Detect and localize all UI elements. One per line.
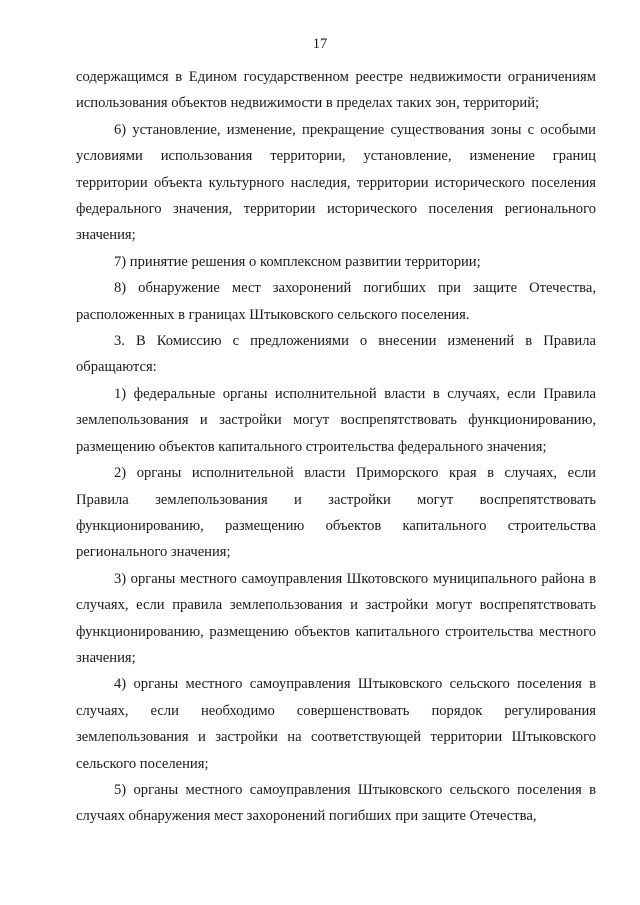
document-body [76, 64, 596, 830]
paragraph-subitem-5: 5) органы местного самоуправления Штыковского сельского поселения в случаях обнаружения мест захоронений погибших при защите Отечества, [76, 781, 596, 825]
paragraph-subitem-3: 3) органы местного самоуправления Шкотовского муниципального района в случаях, если правила землепользования и застройки могут воспрепятствовать функционированию, размещению объектов капитального строительства местного значения; [76, 570, 596, 666]
paragraph-subitem-1: 1) федеральные органы исполнительной власти в случаях, если Правила землепользования и застройки могут воспрепятствовать функционированию, размещению объектов капитального строительства федерального значения; [76, 385, 596, 455]
paragraph-continuation: содержащимся в Едином государственном реестре недвижимости ограничениям использования объектов недвижимости в пределах таких зон, территорий; [76, 69, 596, 112]
paragraph-section-3: 3. В Комиссию с предложениями о внесении изменений в Правила обращаются: [76, 333, 596, 376]
paragraph-subitem-2: 2) органы исполнительной власти Приморского края в случаях, если Правила землепользования и застройки могут воспрепятствовать функционированию, размещению объектов капитального строительства регионального значения; [76, 465, 596, 561]
paragraph-item-6: 6) установление, изменение, прекращение существования зоны с особыми условиями использования территории, установление, изменение границ территории объекта культурного наследия, территории исторического поселения федерального значения, территории исторического поселения регионального значения; [76, 121, 596, 244]
page-number: 17 [312, 36, 328, 52]
paragraph-subitem-4: 4) органы местного самоуправления Штыковского сельского поселения в случаях, если необходимо совершенствовать порядок регулирования землепользования и застройки на соответствующей территории Штыковского сельского поселения; [76, 676, 596, 772]
paragraph-item-8: 8) обнаружение мест захоронений погибших при защите Отечества, расположенных в границах Штыковского сельского поселения. [76, 280, 596, 323]
paragraph-item-7: 7) принятие решения о комплексном развитии территории; [114, 253, 481, 270]
